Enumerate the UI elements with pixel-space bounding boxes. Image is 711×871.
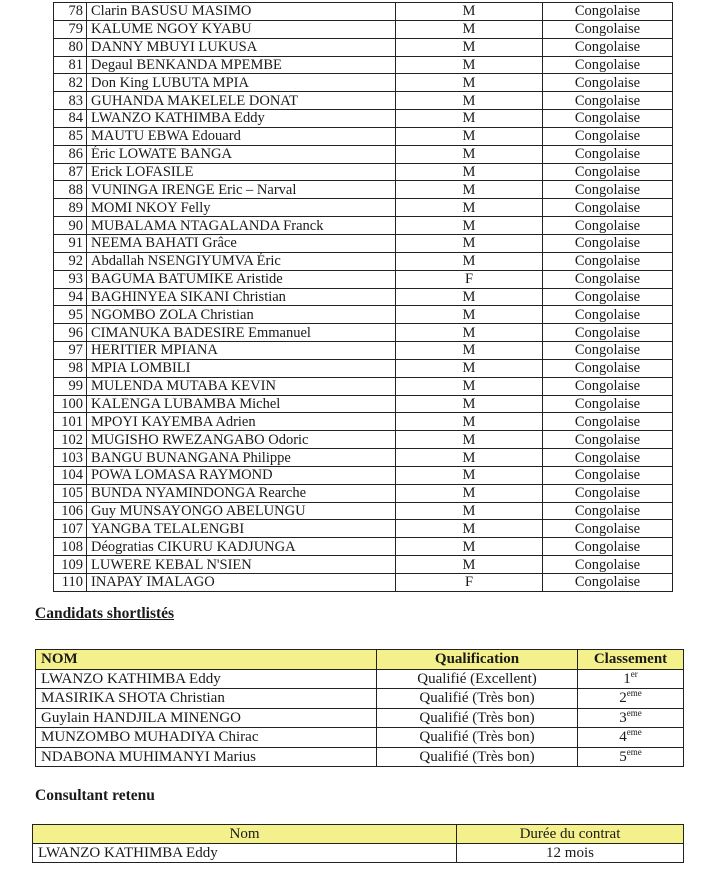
table-row	[54, 217, 673, 235]
candidate-name: GUHANDA MAKELELE DONAT	[87, 92, 396, 110]
candidate-sex: M	[396, 145, 543, 163]
candidate-sex: M	[396, 3, 543, 21]
shortlist-name: MASIRIKA SHOTA Christian	[36, 689, 377, 709]
row-number: 100	[54, 395, 87, 413]
table-row	[36, 708, 684, 728]
row-number: 98	[54, 359, 87, 377]
candidate-sex: M	[396, 520, 543, 538]
candidate-nationality: Congolaise	[543, 110, 673, 128]
candidate-nationality: Congolaise	[543, 74, 673, 92]
candidate-name: MULENDA MUTABA KEVIN	[87, 377, 396, 395]
candidate-sex: M	[396, 92, 543, 110]
candidate-nationality: Congolaise	[543, 3, 673, 21]
candidate-sex: M	[396, 431, 543, 449]
rank-number: 4	[619, 729, 627, 746]
column-header-qualification: Qualification	[377, 650, 578, 670]
candidate-nationality: Congolaise	[543, 199, 673, 217]
row-number: 85	[54, 127, 87, 145]
table-row	[54, 538, 673, 556]
row-number: 78	[54, 3, 87, 21]
candidate-name: BAGUMA BATUMIKE Aristide	[87, 270, 396, 288]
shortlist-rank	[578, 689, 684, 709]
row-number: 79	[54, 20, 87, 38]
column-header-duree: Durée du contrat	[457, 825, 684, 844]
shortlist-qualification: Qualifié (Très bon)	[377, 747, 578, 767]
row-number: 107	[54, 520, 87, 538]
candidate-nationality: Congolaise	[543, 163, 673, 181]
candidate-sex: M	[396, 395, 543, 413]
row-number: 108	[54, 538, 87, 556]
candidate-name: BAGHINYEA SIKANI Christian	[87, 288, 396, 306]
candidate-name: BANGU BUNANGANA Philippe	[87, 449, 396, 467]
table-row	[54, 324, 673, 342]
consultant-heading: Consultant retenu	[35, 787, 155, 804]
shortlist-qualification: Qualifié (Très bon)	[377, 689, 578, 709]
candidate-sex: M	[396, 181, 543, 199]
candidate-nationality: Congolaise	[543, 449, 673, 467]
candidate-sex: M	[396, 110, 543, 128]
candidate-sex: M	[396, 306, 543, 324]
row-number: 105	[54, 484, 87, 502]
candidate-nationality: Congolaise	[543, 574, 673, 592]
table-row	[54, 395, 673, 413]
candidate-name: NGOMBO ZOLA Christian	[87, 306, 396, 324]
row-number: 96	[54, 324, 87, 342]
table-row	[54, 74, 673, 92]
shortlist-name: Guylain HANDJILA MINENGO	[36, 708, 377, 728]
rank-number: 5	[619, 748, 627, 765]
table-row	[54, 484, 673, 502]
row-number: 102	[54, 431, 87, 449]
candidate-name: MOMI NKOY Felly	[87, 199, 396, 217]
candidate-sex: M	[396, 342, 543, 360]
candidate-nationality: Congolaise	[543, 56, 673, 74]
row-number: 95	[54, 306, 87, 324]
candidate-nationality: Congolaise	[543, 484, 673, 502]
candidate-sex: M	[396, 324, 543, 342]
candidate-sex: M	[396, 502, 543, 520]
table-row	[54, 306, 673, 324]
candidate-sex: M	[396, 252, 543, 270]
shortlist-name: LWANZO KATHIMBA Eddy	[36, 669, 377, 689]
row-number: 110	[54, 574, 87, 592]
rank-suffix: eme	[626, 727, 642, 738]
table-row	[54, 3, 673, 21]
table-row	[54, 127, 673, 145]
candidate-name: Don King LUBUTA MPIA	[87, 74, 396, 92]
candidate-name: Abdallah NSENGIYUMVA Éric	[87, 252, 396, 270]
rank-suffix: eme	[626, 707, 642, 718]
table-row	[54, 181, 673, 199]
column-header-nom: Nom	[33, 825, 457, 844]
rank-suffix: eme	[626, 746, 642, 757]
candidate-sex: M	[396, 413, 543, 431]
shortlist-name: MUNZOMBO MUHADIYA Chirac	[36, 728, 377, 748]
candidate-nationality: Congolaise	[543, 324, 673, 342]
table-row	[54, 199, 673, 217]
candidate-nationality: Congolaise	[543, 342, 673, 360]
rank-number: 1	[623, 670, 631, 687]
row-number: 106	[54, 502, 87, 520]
contract-duration: 12 mois	[457, 844, 684, 863]
table-row	[36, 689, 684, 709]
candidates-list-table	[53, 2, 673, 592]
candidate-sex: M	[396, 199, 543, 217]
candidate-name: KALENGA LUBAMBA Michel	[87, 395, 396, 413]
candidate-name: POWA LOMASA RAYMOND	[87, 466, 396, 484]
table-row	[36, 669, 684, 689]
table-row	[54, 252, 673, 270]
table-row	[54, 413, 673, 431]
candidate-name: Erick LOFASILE	[87, 163, 396, 181]
table-row	[54, 92, 673, 110]
candidate-name: INAPAY IMALAGO	[87, 574, 396, 592]
table-row	[54, 38, 673, 56]
candidate-sex: M	[396, 288, 543, 306]
table-row	[54, 466, 673, 484]
row-number: 89	[54, 199, 87, 217]
candidate-nationality: Congolaise	[543, 395, 673, 413]
candidate-nationality: Congolaise	[543, 359, 673, 377]
consultant-table	[32, 824, 684, 863]
row-number: 82	[54, 74, 87, 92]
column-header-classement: Classement	[578, 650, 684, 670]
shortlist-rank	[578, 708, 684, 728]
candidate-name: DANNY MBUYI LUKUSA	[87, 38, 396, 56]
candidate-name: LWANZO KATHIMBA Eddy	[87, 110, 396, 128]
row-number: 87	[54, 163, 87, 181]
row-number: 109	[54, 556, 87, 574]
shortlist-qualification: Qualifié (Très bon)	[377, 708, 578, 728]
column-header-nom: NOM	[36, 650, 377, 670]
shortlist-rank	[578, 728, 684, 748]
candidate-name: NEEMA BAHATI Grâce	[87, 234, 396, 252]
candidate-nationality: Congolaise	[543, 252, 673, 270]
candidate-sex: M	[396, 377, 543, 395]
row-number: 99	[54, 377, 87, 395]
shortlist-rank	[578, 669, 684, 689]
candidate-name: Éric LOWATE BANGA	[87, 145, 396, 163]
table-row	[36, 747, 684, 767]
table-row	[54, 270, 673, 288]
consultant-header-row	[33, 825, 684, 844]
candidate-nationality: Congolaise	[543, 520, 673, 538]
row-number: 93	[54, 270, 87, 288]
candidate-nationality: Congolaise	[543, 288, 673, 306]
candidate-name: HERITIER MPIANA	[87, 342, 396, 360]
row-number: 92	[54, 252, 87, 270]
candidate-sex: M	[396, 449, 543, 467]
row-number: 80	[54, 38, 87, 56]
row-number: 88	[54, 181, 87, 199]
row-number: 90	[54, 217, 87, 235]
table-row	[54, 502, 673, 520]
candidate-name: MUBALAMA NTAGALANDA Franck	[87, 217, 396, 235]
candidate-sex: M	[396, 217, 543, 235]
candidate-nationality: Congolaise	[543, 538, 673, 556]
candidate-sex: M	[396, 127, 543, 145]
shortlist-rank	[578, 747, 684, 767]
candidate-sex: F	[396, 574, 543, 592]
candidate-nationality: Congolaise	[543, 306, 673, 324]
table-row	[54, 359, 673, 377]
candidate-nationality: Congolaise	[543, 217, 673, 235]
candidate-sex: M	[396, 234, 543, 252]
candidate-nationality: Congolaise	[543, 234, 673, 252]
row-number: 94	[54, 288, 87, 306]
candidate-name: MPIA LOMBILI	[87, 359, 396, 377]
candidate-nationality: Congolaise	[543, 181, 673, 199]
candidate-nationality: Congolaise	[543, 502, 673, 520]
rank-suffix: er	[630, 668, 638, 679]
candidate-nationality: Congolaise	[543, 20, 673, 38]
candidates-list-body	[54, 3, 673, 592]
candidate-name: KALUME NGOY KYABU	[87, 20, 396, 38]
table-row	[54, 145, 673, 163]
table-row	[54, 110, 673, 128]
shortlist-header-row	[36, 650, 684, 670]
candidate-nationality: Congolaise	[543, 466, 673, 484]
candidate-nationality: Congolaise	[543, 92, 673, 110]
table-row	[54, 574, 673, 592]
candidate-sex: M	[396, 20, 543, 38]
table-row	[54, 342, 673, 360]
candidate-sex: M	[396, 74, 543, 92]
table-row	[54, 20, 673, 38]
table-row	[54, 163, 673, 181]
table-row	[33, 844, 684, 863]
shortlist-name: NDABONA MUHIMANYI Marius	[36, 747, 377, 767]
rank-suffix: eme	[626, 688, 642, 699]
rank-number: 2	[619, 690, 627, 707]
table-row	[54, 234, 673, 252]
candidate-sex: M	[396, 484, 543, 502]
candidate-name: MPOYI KAYEMBA Adrien	[87, 413, 396, 431]
candidate-name: YANGBA TELALENGBI	[87, 520, 396, 538]
candidate-name: CIMANUKA BADESIRE Emmanuel	[87, 324, 396, 342]
rank-number: 3	[619, 709, 627, 726]
shortlist-heading: Candidats shortlistés	[35, 605, 175, 622]
candidate-name: MAUTU EBWA Edouard	[87, 127, 396, 145]
candidate-sex: M	[396, 556, 543, 574]
candidate-name: Clarin BASUSU MASIMO	[87, 3, 396, 21]
candidate-name: Déogratias CIKURU KADJUNGA	[87, 538, 396, 556]
candidate-sex: M	[396, 466, 543, 484]
candidate-nationality: Congolaise	[543, 413, 673, 431]
table-row	[54, 520, 673, 538]
row-number: 83	[54, 92, 87, 110]
shortlist-qualification: Qualifié (Très bon)	[377, 728, 578, 748]
consultant-name: LWANZO KATHIMBA Eddy	[33, 844, 457, 863]
candidate-nationality: Congolaise	[543, 38, 673, 56]
candidate-nationality: Congolaise	[543, 127, 673, 145]
candidate-name: VUNINGA IRENGE Eric – Narval	[87, 181, 396, 199]
candidate-name: BUNDA NYAMINDONGA Rearche	[87, 484, 396, 502]
candidate-sex: M	[396, 163, 543, 181]
candidate-nationality: Congolaise	[543, 145, 673, 163]
candidate-name: Degaul BENKANDA MPEMBE	[87, 56, 396, 74]
row-number: 104	[54, 466, 87, 484]
row-number: 84	[54, 110, 87, 128]
shortlist-qualification: Qualifié (Excellent)	[377, 669, 578, 689]
candidate-sex: M	[396, 359, 543, 377]
candidate-sex: M	[396, 56, 543, 74]
candidate-sex: M	[396, 538, 543, 556]
candidate-sex: F	[396, 270, 543, 288]
candidate-sex: M	[396, 38, 543, 56]
candidate-name: MUGISHO RWEZANGABO Odoric	[87, 431, 396, 449]
row-number: 81	[54, 56, 87, 74]
candidate-name: LUWERE KEBAL N'SIEN	[87, 556, 396, 574]
shortlist-body	[36, 669, 684, 767]
table-row	[54, 556, 673, 574]
candidate-nationality: Congolaise	[543, 431, 673, 449]
row-number: 101	[54, 413, 87, 431]
table-row	[54, 377, 673, 395]
candidate-name: Guy MUNSAYONGO ABELUNGU	[87, 502, 396, 520]
candidate-nationality: Congolaise	[543, 556, 673, 574]
row-number: 103	[54, 449, 87, 467]
table-row	[54, 431, 673, 449]
table-row	[54, 56, 673, 74]
candidate-nationality: Congolaise	[543, 270, 673, 288]
shortlist-table	[35, 649, 684, 767]
table-row	[54, 288, 673, 306]
row-number: 91	[54, 234, 87, 252]
row-number: 97	[54, 342, 87, 360]
candidate-nationality: Congolaise	[543, 377, 673, 395]
table-row	[54, 449, 673, 467]
row-number: 86	[54, 145, 87, 163]
table-row	[36, 728, 684, 748]
